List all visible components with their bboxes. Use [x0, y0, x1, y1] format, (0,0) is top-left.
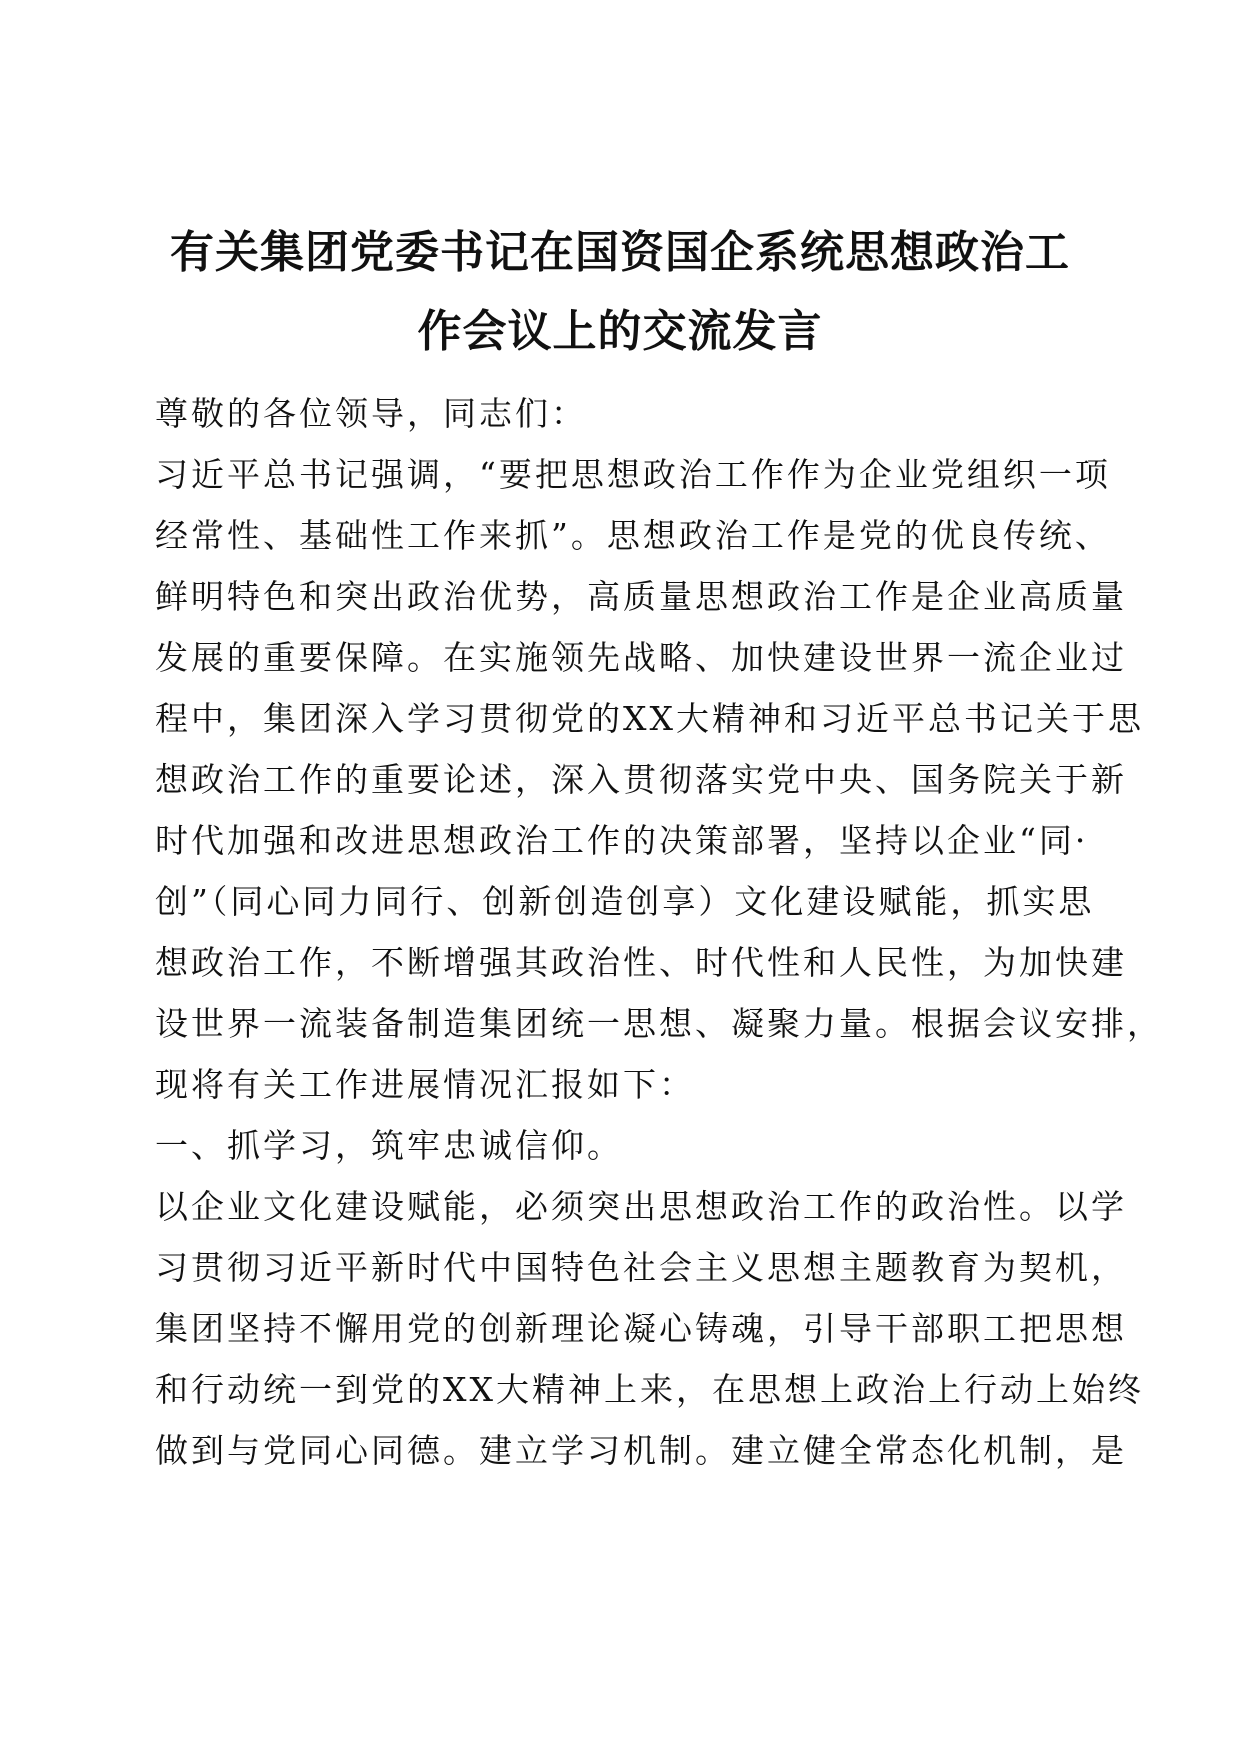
paragraph-line: 创”（同心同力同行、创新创造创享）文化建设赋能，抓实思 — [155, 882, 1095, 921]
paragraph-line: 想政治工作，不断增强其政治性、时代性和人民性，为加快建 — [155, 943, 1127, 982]
document-title — [140, 213, 1100, 371]
paragraph-line: 习贯彻习近平新时代中国特色社会主义思想主题教育为契机， — [155, 1248, 1127, 1287]
document-body — [155, 383, 1163, 1481]
paragraph-line: 习近平总书记强调，“要把思想政治工作作为企业党组织一项 — [155, 455, 1111, 494]
paragraph-line: 鲜明特色和突出政治优势，高质量思想政治工作是企业高质量 — [155, 577, 1127, 616]
section-heading: 一、抓学习，筑牢忠诚信仰。 — [155, 1126, 623, 1165]
paragraph-line: 时代加强和改进思想政治工作的决策部署，坚持以企业“同· — [155, 821, 1089, 860]
paragraph-line: 设世界一流装备制造集团统一思想、凝聚力量。根据会议安排， — [155, 1004, 1163, 1043]
salutation: 尊敬的各位领导，同志们： — [155, 394, 587, 433]
paragraph-line: 和行动统一到党的XX大精神上来，在思想上政治上行动上始终 — [155, 1370, 1144, 1409]
paragraph-line: 现将有关工作进展情况汇报如下： — [155, 1065, 695, 1104]
title-line: 有关集团党委书记在国资国企系统思想政治工 — [170, 227, 1070, 278]
paragraph-line: 做到与党同心同德。建立学习机制。建立健全常态化机制，是 — [155, 1431, 1127, 1470]
paragraph-line: 以企业文化建设赋能，必须突出思想政治工作的政治性。以学 — [155, 1187, 1127, 1226]
paragraph-line: 程中，集团深入学习贯彻党的XX大精神和习近平总书记关于思 — [155, 699, 1144, 738]
paragraph-line: 经常性、基础性工作来抓”。思想政治工作是党的优良传统、 — [155, 516, 1111, 555]
paragraph-line: 集团坚持不懈用党的创新理论凝心铸魂，引导干部职工把思想 — [155, 1309, 1127, 1348]
paragraph-line: 想政治工作的重要论述，深入贯彻落实党中央、国务院关于新 — [155, 760, 1127, 799]
paragraph-line: 发展的重要保障。在实施领先战略、加快建设世界一流企业过 — [155, 638, 1127, 677]
title-line: 作会议上的交流发言 — [417, 306, 823, 357]
